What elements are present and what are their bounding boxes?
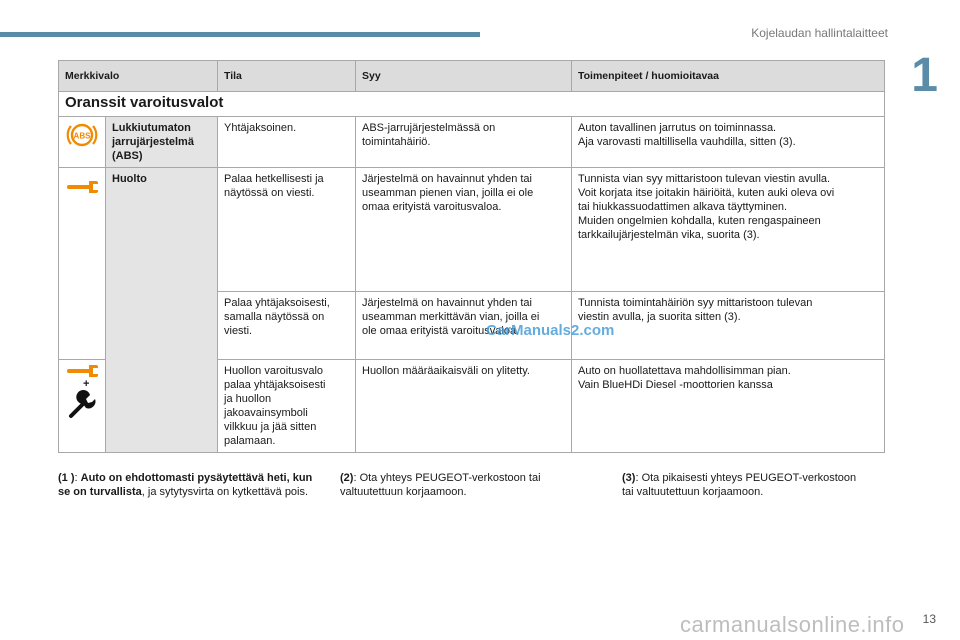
- section-title: Kojelaudan hallintalaitteet: [751, 26, 888, 40]
- action-cell: [572, 360, 885, 453]
- footnote-1: (1 ): Auto on ehdottomasti pysäytettävä heti, kun se on turvallista, ja sytytysvirta on kytkettävä pois.: [58, 472, 313, 498]
- status-text: samalla näytössä on: [224, 311, 325, 323]
- footnote-text: : Ota yhteys PEUGEOT-verkostoon tai valtuutettuun korjaamoon.: [340, 472, 541, 498]
- column-header: Syy: [356, 61, 572, 92]
- light-name: Huolto: [112, 173, 147, 185]
- action-text: Tunnista toimintahäiriön syy mittaristoon tulevan: [578, 297, 813, 309]
- status-text: Palaa hetkellisesti ja: [224, 173, 324, 185]
- footnote-3: [622, 471, 862, 499]
- footnote-ref: (3): [622, 472, 636, 484]
- status-cell: [218, 360, 356, 453]
- status-text: Yhtäjaksoinen.: [224, 122, 297, 134]
- status-cell: [218, 292, 356, 360]
- footnote-ref: (1 ): [58, 472, 75, 484]
- cause-text: useamman pienen vian, joilla ei ole: [362, 187, 534, 199]
- cause-text: Huollon määräaikaisväli on ylitetty.: [362, 365, 530, 377]
- group-title: Oranssit varoitusvalot: [59, 92, 885, 117]
- action-text: Auton tavallinen jarrutus on toiminnassa.: [578, 122, 777, 134]
- status-text: jakoavainsymboli: [224, 407, 308, 419]
- action-text: viestin avulla, ja suorita sitten (3).: [578, 311, 741, 323]
- cause-text: ole omaa erityistä varoitusvaloa.: [362, 325, 520, 337]
- cause-cell: [356, 117, 572, 168]
- cause-cell: [356, 360, 572, 453]
- cause-text: Järjestelmä on havainnut yhden tai: [362, 297, 532, 309]
- table-row: [59, 168, 885, 292]
- cause-text: omaa erityistä varoitusvaloa.: [362, 201, 502, 213]
- abs-warning-icon: [66, 121, 98, 149]
- status-text: Huollon varoitusvalo: [224, 365, 324, 377]
- table-header-row: [59, 61, 885, 92]
- column-header: Tila: [218, 61, 356, 92]
- warning-lights-table: [58, 60, 885, 453]
- status-text: palaa yhtäjaksoisesti: [224, 379, 326, 391]
- action-text: tarkkailujärjestelmän vika, suorita (3).: [578, 229, 760, 241]
- table-row: [59, 117, 885, 168]
- light-name: jarrujärjestelmä: [112, 136, 194, 148]
- footnote-ref: (2): [340, 472, 354, 484]
- status-text: näytössä on viesti.: [224, 187, 315, 199]
- status-text: palamaan.: [224, 435, 276, 447]
- action-text: Tunnista vian syy mittaristoon tulevan viestin avulla.: [578, 173, 831, 185]
- column-header: Toimenpiteet / huomioitavaa: [572, 61, 885, 92]
- cause-text: Järjestelmä on havainnut yhden tai: [362, 173, 532, 185]
- site-watermark: carmanualsonline.info: [680, 612, 905, 637]
- footnote-text: , ja sytytysvirta on kytkettävä pois.: [141, 486, 309, 498]
- chapter-number: 1: [911, 49, 938, 102]
- status-cell: [218, 117, 356, 168]
- group-title-row: [59, 92, 885, 117]
- spanner-icon: [67, 390, 97, 420]
- status-text: vilkkuu ja jää sitten: [224, 421, 317, 433]
- svg-text:ABS: ABS: [73, 131, 91, 141]
- status-text: ja huollon: [224, 393, 272, 405]
- service-wrench-icon: [65, 180, 99, 194]
- column-header: Merkkivalo: [59, 61, 218, 92]
- icon-cell: [59, 117, 106, 168]
- action-text: Auto on huollatettava mahdollisimman pian.: [578, 365, 791, 377]
- cause-cell: [356, 168, 572, 292]
- status-text: Palaa yhtäjaksoisesti,: [224, 297, 330, 309]
- icon-cell: [59, 360, 106, 453]
- footnote-text: : Ota pikaisesti yhteys PEUGEOT-verkostoon tai valtuutettuun korjaamoon.: [622, 472, 857, 498]
- service-wrench-plus-icon: [65, 364, 99, 378]
- cause-text: ABS-jarrujärjestelmässä on: [362, 122, 496, 134]
- action-cell: [572, 292, 885, 360]
- watermark: CarManuals2.com: [486, 322, 615, 339]
- footnote-bold: Auto on ehdottomasti pysäytettävä heti, kun se on turvallista: [58, 472, 313, 498]
- action-text: tai hiukkassuodattimen alkava täyttyminen.: [578, 201, 788, 213]
- header-accent-bar: [0, 32, 480, 37]
- action-text: Vain BlueHDi Diesel -moottorien kanssa: [578, 379, 773, 391]
- status-cell: [218, 168, 356, 292]
- action-text: Voit korjata itse joitakin häiriöitä, kuten auki oleva ovi: [578, 187, 835, 199]
- light-name-cell: [106, 168, 218, 453]
- page-number: 13: [922, 612, 936, 626]
- status-text: viesti.: [224, 325, 253, 337]
- light-name: Lukkiutumaton: [112, 122, 191, 134]
- plus-sign: +: [83, 378, 90, 390]
- action-text: Muiden ongelmien kohdalla, kuten rengaspaineen: [578, 215, 821, 227]
- action-cell: [572, 117, 885, 168]
- action-cell: [572, 168, 885, 292]
- icon-cell: [59, 168, 106, 360]
- action-text: Aja varovasti maltillisella vauhdilla, sitten (3).: [578, 136, 796, 148]
- light-name-cell: [106, 117, 218, 168]
- cause-text: toimintahäiriö.: [362, 136, 431, 148]
- light-name: (ABS): [112, 150, 143, 162]
- footnote-2: [340, 471, 580, 499]
- cause-text: useamman merkittävän vian, joilla ei: [362, 311, 540, 323]
